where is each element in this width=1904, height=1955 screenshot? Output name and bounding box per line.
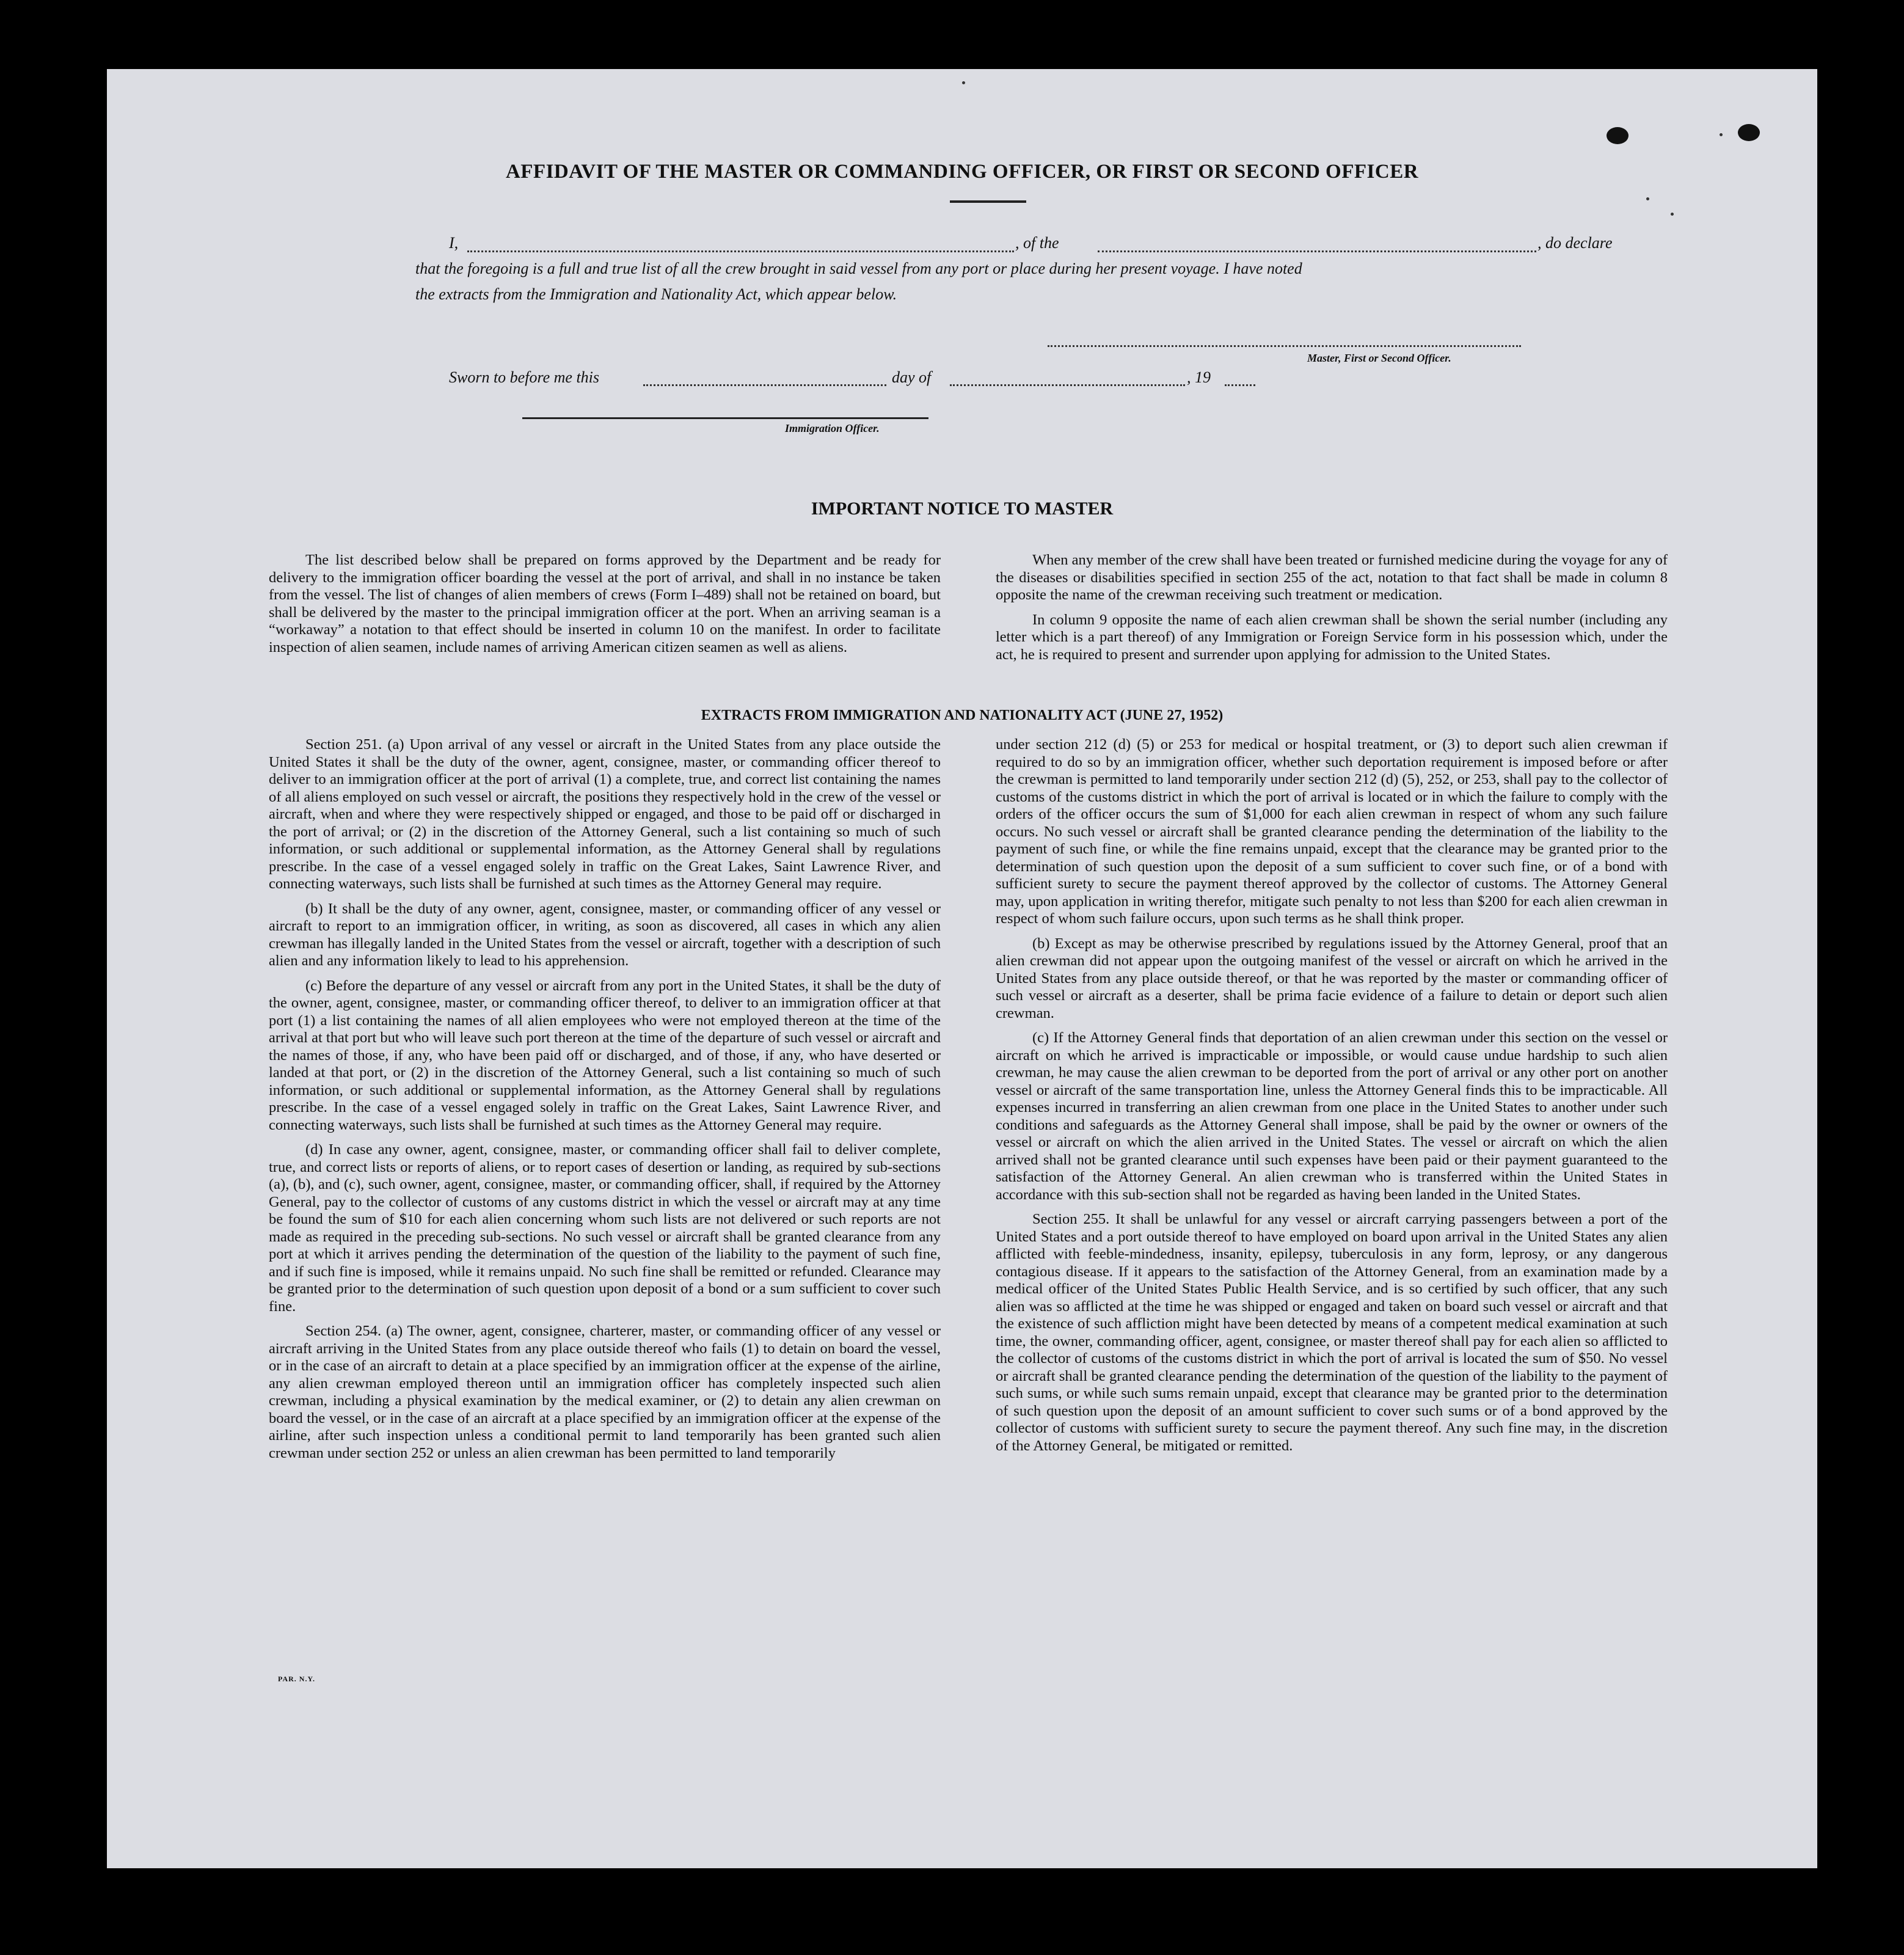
form-page <box>107 69 1817 1868</box>
sworn-day-label: day of <box>892 368 932 386</box>
affidavit-title: AFFIDAVIT OF THE MASTER OR COMMANDING OFFICER, OR FIRST OR SECOND OFFICER <box>505 161 1419 183</box>
sworn-year-label: , 19 <box>1187 368 1211 386</box>
extract-paragraph: Section 251. (a) Upon arrival of any vessel or aircraft in the United States from any place outside the United States it shall be the duty of the owner, agent, consignee, master, or commanding officer thereof to deliver to an immigration officer at the port of arrival (1) a complete, true, and correct list containing the names of all aliens employed on such vessel or aircraft, the positions they respectively hold in the crew of the vessel or aircraft, when and where they were respectively shipped or engaged, and those to be paid off or discharged in the port of arrival; or (2) in the discretion of the Attorney General, such a list containing so much of such information, or such additional or supplemental information, as the Attorney General shall by regulations prescribe. In the case of a vessel engaged solely in traffic on the Great Lakes, Saint Lawrence River, and connecting waterways, such lists shall be furnished at such times as the Attorney General may require. <box>269 736 941 892</box>
punch-hole <box>1607 127 1629 144</box>
vessel-name-field[interactable] <box>1098 250 1536 252</box>
affidavit-line1-prefix: I, <box>449 234 459 252</box>
extract-paragraph: (b) It shall be the duty of any owner, agent, consignee, master, or commanding officer of any vessel or aircraft to report to an immigration officer, in writing, as soon as discovered, all cases in which any alien crewman has illegally landed in the United States from the vessel or aircraft, together with a description of such alien and any information likely to lead to his apprehension. <box>269 900 941 969</box>
speck <box>962 81 965 84</box>
punch-hole <box>1738 124 1760 141</box>
officer-signature-field[interactable] <box>522 417 928 419</box>
notice-right-column <box>996 552 1668 671</box>
notice-left-paragraph: The list described below shall be prepared on forms approved by the Department and be ready for delivery to the immigration officer boarding the vessel at the port of arrival, and shall in no instance be taken from the vessel. The list of changes of alien members of crews (Form I–489) shall not be retained on board, but shall be delivered by the master to the principal immigration officer at the port. When an arriving seaman is a “workaway” a notation to that effect should be inserted in column 10 on the manifest. In order to facilitate inspection of alien seamen, include names of arriving American citizen seamen as well as aliens. <box>269 552 941 656</box>
extract-paragraph: Section 255. It shall be unlawful for any vessel or aircraft carrying passengers between a port of the United States and a port outside thereof to have employed on board upon arrival in the United States any alien afflicted with feeble-mindedness, insanity, epilepsy, tuberculosis in any form, leprosy, or any dangerous contagious disease. If it appears to the satisfaction of the Attorney General, from an examination made by a medical officer of the United States Public Health Service, and is so certified by such officer, that any such alien was so afflicted at the time he was shipped or engaged and taken on board such vessel or aircraft and that the existence of such affliction might have been detected by means of a competent medical examination at such time, the owner, commanding officer, agent, consignee, or master thereof shall pay for each alien so afflicted to the collector of customs of the customs district in which the port of arrival is located the sum of $50. No vessel or aircraft shall be granted clearance pending the determination of the question of the liability to the payment of such sums, or while such sums remain unpaid, except that clearance may be granted prior to the determination of such question upon the deposit of an amount sufficient to cover such sums or of a bond approved by the collector of customs with sufficient surety to secure the payment thereof. Any such fine may, in the discretion of the Attorney General, be mitigated or remitted. <box>996 1211 1668 1454</box>
printer-mark: PAR. N.Y. <box>278 1675 316 1683</box>
notice-left-column <box>269 552 941 663</box>
extract-paragraph: under section 212 (d) (5) or 253 for medical or hospital treatment, or (3) to deport such alien crewman if required to do so by an immigration officer, whether such deportation requirement is imposed before or after the crewman is permitted to land temporarily under section 212 (d) (5), 252, or 253, shall pay to the collector of customs of the customs district in which the port of arrival is located or in which the failure to comply with the orders of the officer occurs the sum of $1,000 for each alien crewman in respect of whom any such failure occurs. No such vessel or aircraft shall be granted clearance pending the determination of the liability to the payment of such fine, or while the fine remains unpaid, except that the clearance may be granted prior to the determination of such question upon the deposit of a sum sufficient to cover such fine, or of a bond with sufficient surety to secure the payment thereof approved by the collector of customs. The Attorney General may, upon application in writing therefor, mitigate such penalty to not less than $200 for each alien crewman in respect of whom such failure occurs, upon such terms as he shall think proper. <box>996 736 1668 927</box>
master-signature-label: Master, First or Second Officer. <box>1307 352 1451 364</box>
sworn-month-field[interactable] <box>950 384 1185 386</box>
affidavit-declaration-line2: that the foregoing is a full and true list of all the crew brought in said vessel from any port or place during her present voyage. I have noted <box>415 260 1302 277</box>
notice-title: IMPORTANT NOTICE TO MASTER <box>811 499 1114 519</box>
extract-paragraph: (b) Except as may be otherwise prescribed by regulations issued by the Attorney General, proof that an alien crewman did not appear upon the outgoing manifest of the vessel or aircraft on which he arrived in the United States from any place outside thereof, or that he was reported by the master or commanding officer of such vessel or aircraft as a deserter, shall be prima facie evidence of a failure to detain or deport such alien crewman. <box>996 935 1668 1021</box>
affidavit-line1-mid: , of the <box>1015 234 1059 252</box>
speck <box>1671 213 1674 216</box>
extract-paragraph: (d) In case any owner, agent, consignee, master, or commanding officer shall fail to deliver complete, true, and correct lists or reports of aliens, or to report cases of desertion or landing, as required by sub-sections (a), (b), and (c), such owner, agent, consignee, master, or commanding officer, shall, if required by the Attorney General, pay to the collector of customs of any customs district in which the vessel or aircraft may at any time be found the sum of $10 for each alien concerning whom such lists are not delivered or such reports are not made as required in the preceding sub-sections. No such vessel or aircraft shall be granted clearance from any port at which it arrives pending the determination of the question of the liability to the payment of such fine, and if such fine is imposed, while it remains unpaid. No such fine shall be remitted or refunded. Clearance may be granted prior to the determination of such question upon deposit of a bond or a sum sufficient to cover such fine. <box>269 1141 941 1315</box>
notice-right-paragraph: In column 9 opposite the name of each alien crewman shall be shown the serial number (including any letter which is a part thereof) of any Immigration or Foreign Service form in his possession which, under the act, he is required to present and surrender upon applying for admission to the United States. <box>996 611 1668 663</box>
affidavit-declaration-line3: the extracts from the Immigration and Nationality Act, which appear below. <box>415 285 897 303</box>
sworn-year-field[interactable] <box>1225 384 1255 386</box>
affidavit-line1-suffix: , do declare <box>1537 234 1613 252</box>
sworn-prefix: Sworn to before me this <box>449 368 600 386</box>
extract-paragraph: Section 254. (a) The owner, agent, consignee, charterer, master, or commanding officer of any vessel or aircraft arriving in the United States from any place outside thereof who fails (1) to detain on board the vessel, or in the case of an aircraft to detain at a place specified by an immigration officer at the expense of the airline, any alien crewman employed thereon until an immigration officer has completely inspected such alien crewman, including a physical examination by the medical examiner, or (2) to detain any alien crewman on board the vessel, or in the case of an aircraft at a place specified by an immigration officer at the expense of the airline, after such inspection unless a conditional permit to land temporarily has been granted such alien crewman under section 252 or unless an alien crewman has been permitted to land temporarily <box>269 1323 941 1461</box>
sworn-day-field[interactable] <box>643 384 886 386</box>
title-rule <box>950 200 1026 203</box>
extracts-left-column <box>269 736 941 1469</box>
notice-right-paragraph: When any member of the crew shall have been treated or furnished medicine during the voyage for any of the diseases or disabilities specified in section 255 of the act, notation to that fact shall be made in column 8 opposite the name of the crewman receiving such treatment or medication. <box>996 552 1668 603</box>
extract-paragraph: (c) Before the departure of any vessel or aircraft from any port in the United States, it shall be the duty of the owner, agent, consignee, master, or commanding officer thereof, to deliver to an immigration officer at that port (1) a list containing the names of all alien employees who were not employed thereon at the time of the arrival at that port but who will leave such port thereon at the time of the departure of such vessel or aircraft and the names of those, if any, who have been paid off or discharged, and of those, if any, who have deserted or landed at that port, or (2) in the discretion of the Attorney General, such a list containing so much of such information, or such additional or supplemental information, as the Attorney General shall by regulations prescribe. In the case of a vessel engaged solely in traffic on the Great Lakes, Saint Lawrence River, and connecting waterways, such lists shall be furnished at such times as the Attorney General may require. <box>269 977 941 1133</box>
officer-signature-label: Immigration Officer. <box>785 422 880 434</box>
declarant-name-field[interactable] <box>467 250 1014 252</box>
extracts-title: EXTRACTS FROM IMMIGRATION AND NATIONALITY ACT (JUNE 27, 1952) <box>701 707 1224 723</box>
master-signature-field[interactable] <box>1048 345 1521 347</box>
speck <box>1646 197 1649 200</box>
extract-paragraph: (c) If the Attorney General finds that deportation of an alien crewman under this section on the vessel or aircraft on which he arrived is impracticable or impossible, or would cause undue hardship to such alien crewman, he may cause the alien crewman to be deported from the port of arrival or any other port on another vessel or aircraft of the same transportation line, unless the Attorney General finds this to be impracticable. All expenses incurred in transferring an alien crewman from one place in the United States to another under such conditions and safeguards as the Attorney General shall impose, shall be paid by the owner or owners of the vessel or aircraft on which the alien arrived in the United States. The vessel or aircraft on which the alien arrived shall not be granted clearance until such expenses have been paid or their payment guaranteed to the satisfaction of the Attorney General. An alien crewman who is transferred within the United States in accordance with this sub-section shall not be regarded as having been landed in the United States. <box>996 1029 1668 1203</box>
speck <box>1720 133 1723 136</box>
extracts-right-column <box>996 736 1668 1462</box>
